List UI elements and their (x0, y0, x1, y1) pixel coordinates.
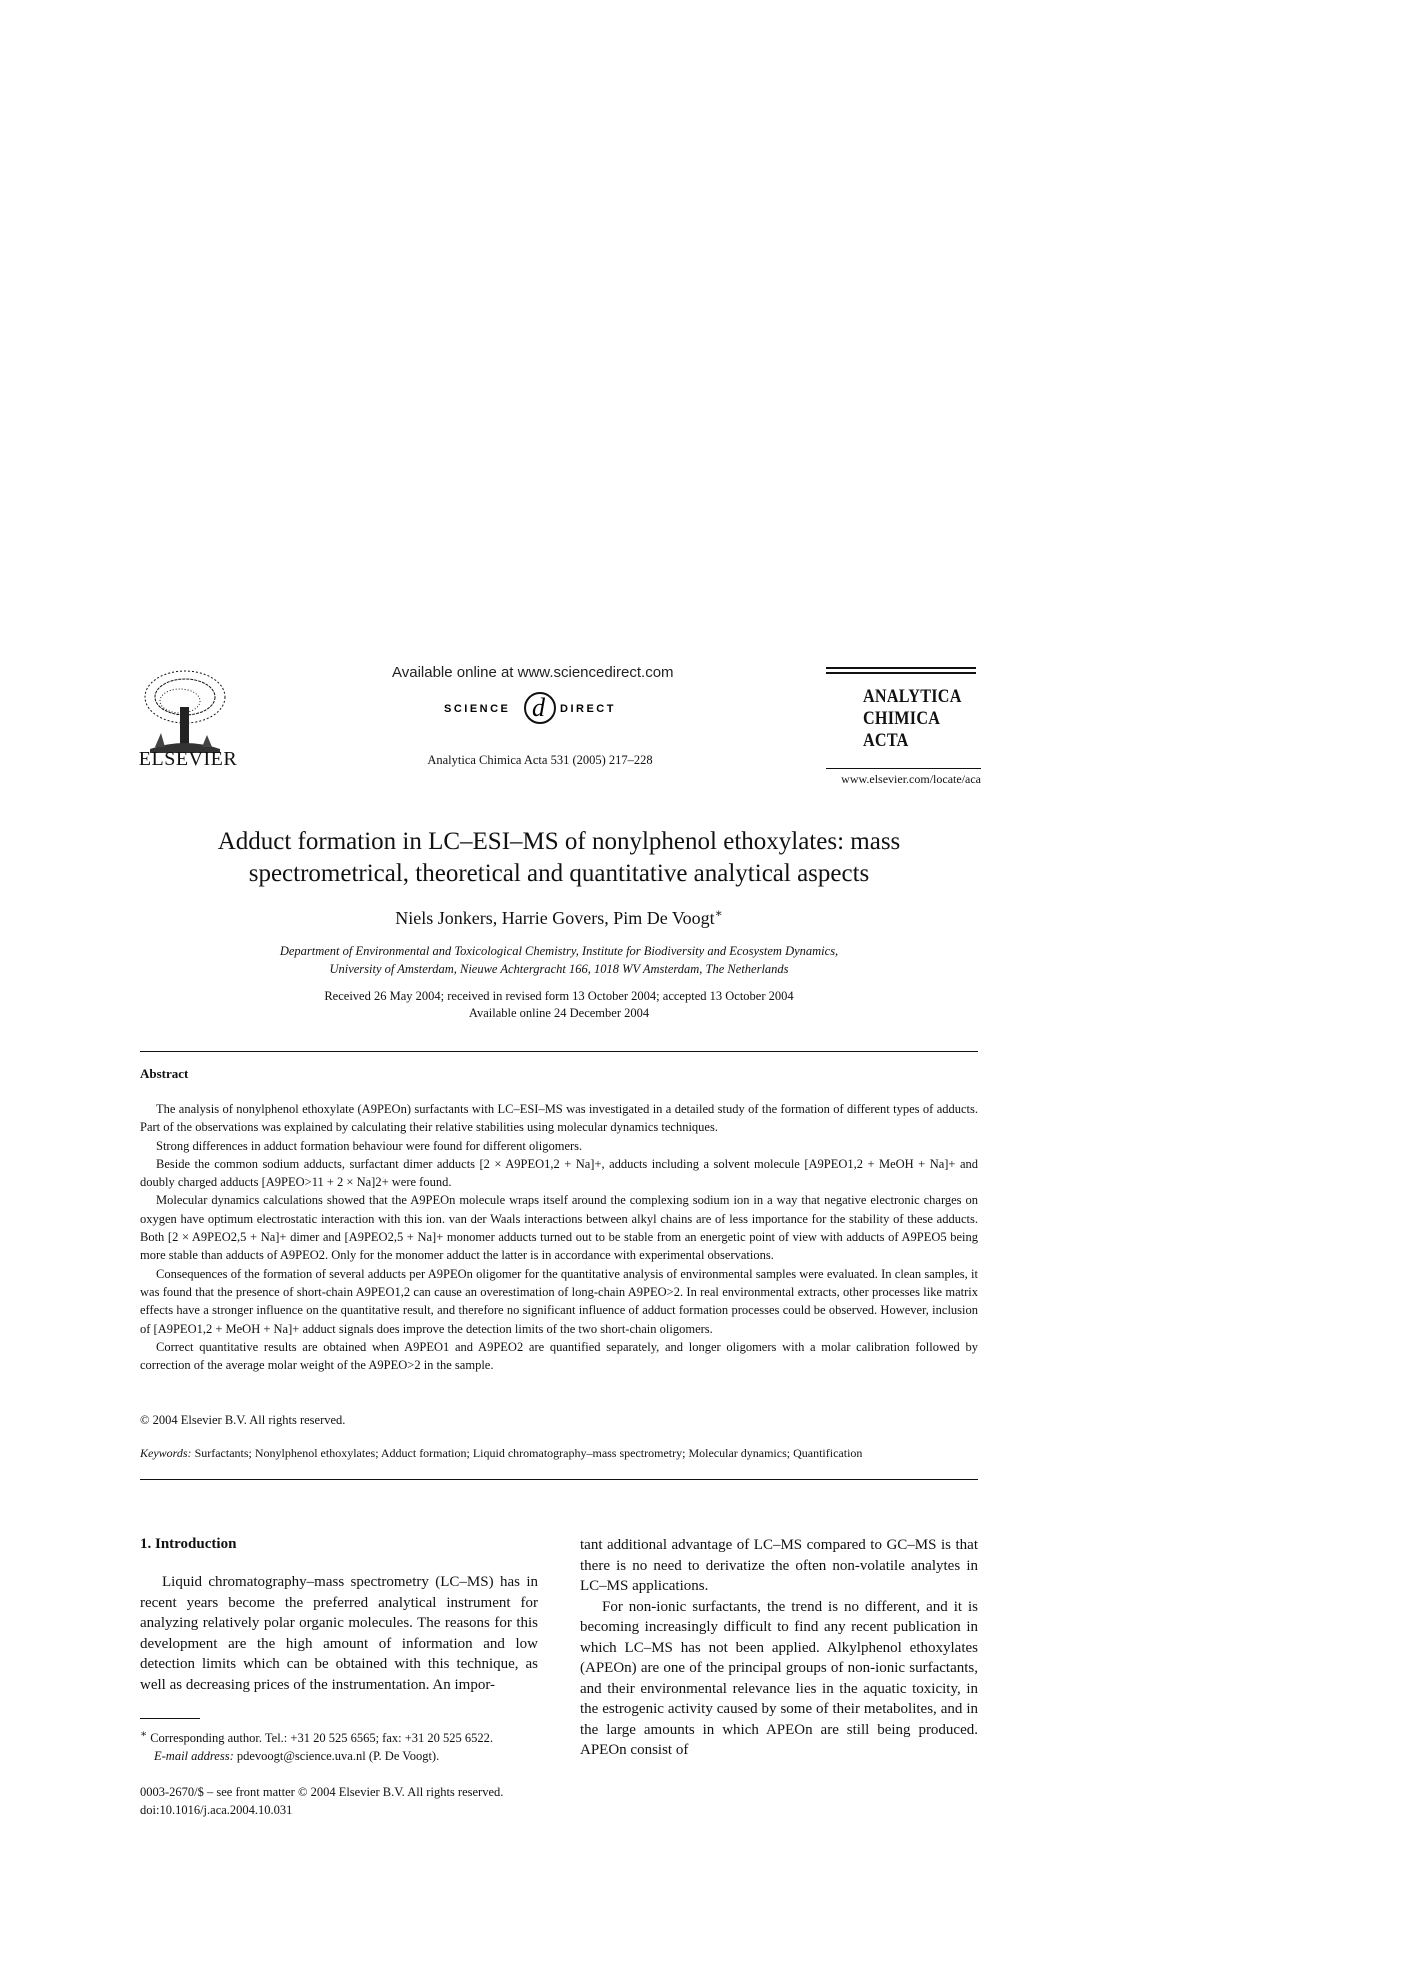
abstract-paragraph: Correct quantitative results are obtained when A9PEO1 and A9PEO2 are quantified separately, and longer oligomers with a molar calibration followed by correction of the average molar weight of the A9PEO>2 in the sample. (140, 1339, 978, 1373)
keywords-label: Keywords: (140, 1446, 192, 1460)
abstract-heading: Abstract (140, 1066, 189, 1081)
title-line: Adduct formation in LC–ESI–MS of nonylphenol ethoxylates: mass (217, 828, 901, 855)
abstract-paragraph: Consequences of the formation of several adducts per A9PEOn oligomer for the quantitative analysis of environmental samples were evaluated. In clean samples, it was found that the presence of short-chain A9PEO1,2 can cause an overestimation of long-chain A9PEO>2. In real environmental extracts, other processes like matrix effects have a stronger influence on the quantitative result, and therefore no significant influence of adduct formation processes could be observed. However, inclusion of [A9PEO1,2 + MeOH + Na]+ adduct signals does improve the detection limits of the two short-chain oligomers. (140, 1266, 978, 1336)
abstract-top-rule (140, 1051, 978, 1052)
section-heading-introduction: 1. Introduction (140, 1536, 237, 1552)
journal-name-line: CHIMICA (863, 708, 941, 729)
sd-logo-left: SCIENCE (444, 703, 511, 715)
sd-logo-right: DIRECT (560, 703, 616, 715)
received-dates: Received 26 May 2004; received in revised form 13 October 2004; accepted 13 October 2004 (324, 989, 794, 1003)
affiliation (140, 942, 978, 978)
email-link[interactable]: pdevoogt@science.uva.nl (P. De Voogt). (236, 1749, 440, 1764)
journal-name (863, 686, 962, 752)
journal-name-line: ACTA (863, 730, 909, 751)
abstract-paragraph: Molecular dynamics calculations showed that the A9PEOn molecule wraps itself around the complexing sodium ion in a way that negative electronic charges on oxygen have optimum electrostatic interaction with this ion. van der Waals interactions between alkyl chains are of less importance for the stability of these adducts. Both [2 × A9PEO2,5 + Na]+ dimer and [A9PEO2,5 + Na]+ monomer adducts turned out to be stable from an energetic point of view with adducts of A9PEO5 being more stable than adducts of A9PEO2. Only for the monomer adduct the latter is in accordance with experimental observations. (140, 1193, 978, 1263)
journal-name-line: ANALYTICA (863, 686, 962, 707)
keywords-text: Surfactants; Nonylphenol ethoxylates; Adduct formation; Liquid chromatography–mass spectrometry; Molecular dynamics; Quantification (194, 1446, 863, 1460)
affiliation-line: Department of Environmental and Toxicological Chemistry, Institute for Biodiversity and Ecosystem Dynamics, (279, 944, 839, 958)
footnote-line (140, 1726, 560, 1747)
right-column (580, 1535, 978, 1761)
title-line: spectrometrical, theoretical and quantitative analytical aspects (248, 860, 870, 887)
footnote-rule (140, 1718, 200, 1719)
journal-url-link[interactable]: www.elsevier.com/locate/aca (826, 768, 981, 787)
abstract-paragraph: Strong differences in adduct formation behaviour were found for different oligomers. (156, 1138, 583, 1153)
front-matter (140, 1783, 560, 1819)
author-list (140, 906, 978, 929)
abstract-body (140, 1100, 978, 1374)
journal-masthead (826, 667, 976, 752)
abstract-paragraph: The analysis of nonylphenol ethoxylate (A9PEOn) surfactants with LC–ESI–MS was investigated in a detailed study of the formation of different types of adducts. Part of the observations was explained by calculating their relative stabilities using molecular dynamics techniques. (140, 1102, 978, 1135)
affiliation-line: University of Amsterdam, Nieuwe Achtergracht 166, 1018 WV Amsterdam, The Netherlands (329, 962, 789, 976)
body-paragraph: tant additional advantage of LC–MS compared to GC–MS is that there is no need to derivatize the often non-volatile analytes in LC–MS applications. (580, 1537, 978, 1594)
corresponding-author-mark[interactable]: ∗ (714, 906, 723, 920)
paper-title (140, 826, 978, 890)
sciencedirect-logo (444, 688, 634, 728)
available-online-text: Available online at www.sciencedirect.com (392, 664, 674, 681)
body-paragraph: Liquid chromatography–mass spectrometry (LC–MS) has in recent years become the preferred analytical instrument for analyzing relatively polar organic molecules. The reasons for this development are the high amount of information and low detection limits which can be obtained with this technique, as well as decreasing prices of the instrumentation. An impor- (140, 1574, 538, 1693)
journal-citation: Analytica Chimica Acta 531 (2005) 217–228 (427, 753, 653, 767)
abstract-copyright: © 2004 Elsevier B.V. All rights reserved. (140, 1413, 346, 1427)
footnote-text: Corresponding author. Tel.: +31 20 525 6565; fax: +31 20 525 6522. (150, 1731, 494, 1746)
article-dates (140, 988, 978, 1022)
elsevier-wordmark: ELSEVIER (138, 748, 238, 770)
footnote-email-line (140, 1747, 560, 1765)
email-label: E-mail address: (154, 1749, 234, 1764)
abstract-paragraph: Beside the common sodium adducts, surfactant dimer adducts [2 × A9PEO1,2 + Na]+, adducts including a solvent molecule [A9PEO1,2 + MeOH + Na]+ and doubly charged adducts [A9PEO>11 + 2 × Na]2+ were found. (140, 1156, 978, 1190)
corresponding-author-footnote (140, 1726, 560, 1765)
keywords (140, 1446, 978, 1461)
svg-text:d: d (532, 693, 545, 722)
left-column (140, 1572, 538, 1695)
footnote-marker: ∗ (140, 1729, 148, 1740)
body-paragraph: For non-ionic surfactants, the trend is no different, and it is becoming increasingly difficult to find any recent publication in which LC–MS has not been applied. Alkylphenol ethoxylates (APEOn) are one of the principal groups of non-ionic surfactants, and their environmental relevance lies in the aquatic toxicity, in the estrogenic activity caused by some of their metabolites, and in the large amounts in which APEOn are still being produced. APEOn consist of (580, 1598, 978, 1758)
issn-line: 0003-2670/$ – see front matter © 2004 Elsevier B.V. All rights reserved. (140, 1785, 504, 1799)
authors-text: Niels Jonkers, Harrie Govers, Pim De Voogt (395, 908, 715, 928)
online-date: Available online 24 December 2004 (468, 1006, 650, 1020)
abstract-bottom-rule (140, 1479, 978, 1480)
doi-line[interactable]: doi:10.1016/j.aca.2004.10.031 (140, 1803, 293, 1817)
